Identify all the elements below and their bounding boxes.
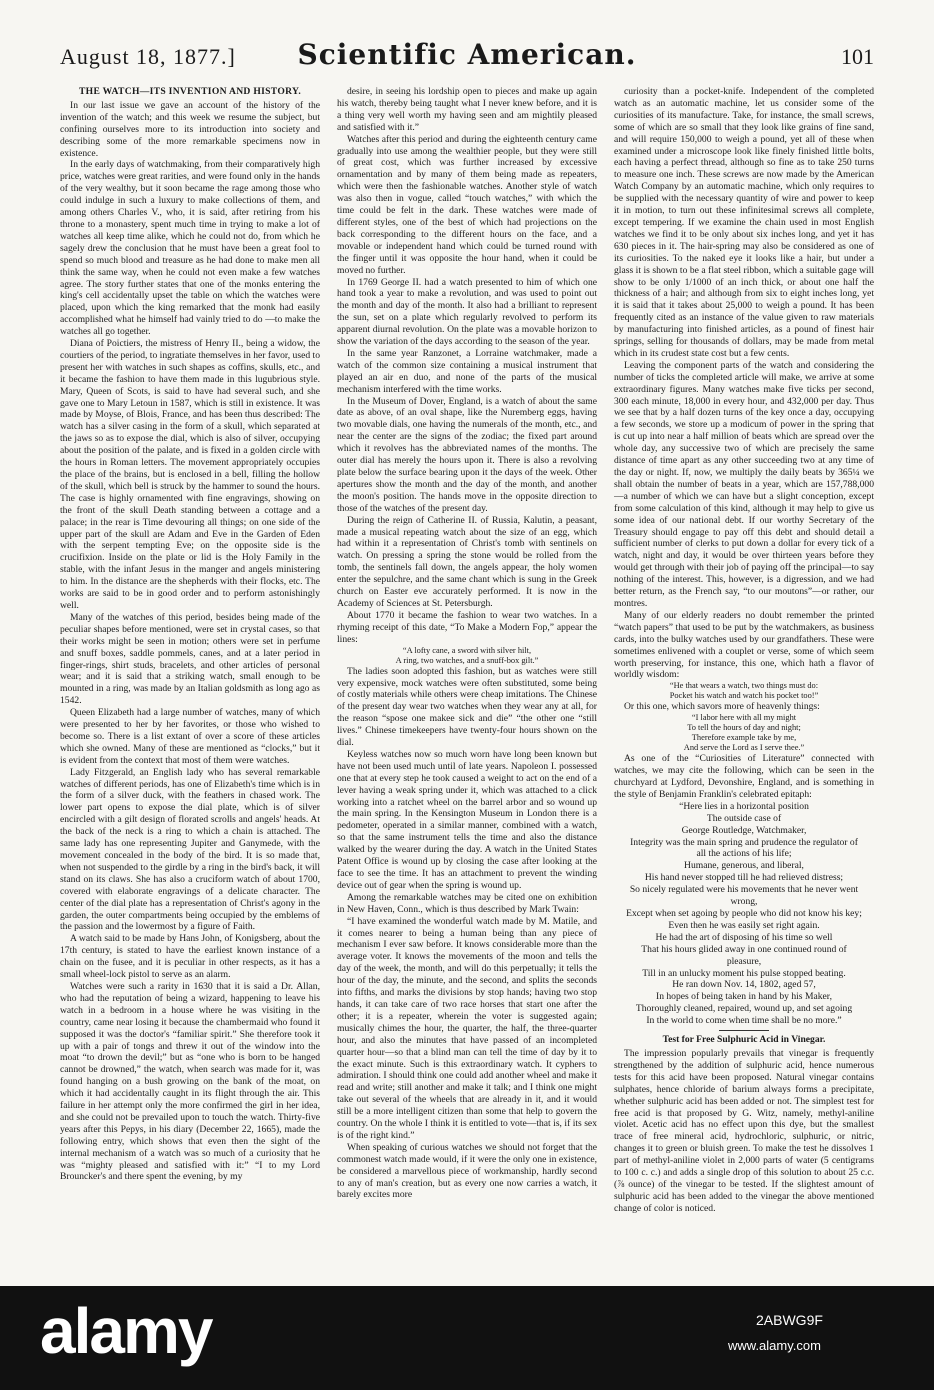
watermark-banner [0, 1286, 934, 1390]
epitaph-line: wrong, [730, 896, 758, 908]
page-header [60, 38, 874, 78]
paragraph: curiosity than a pocket-knife. Independent of the completed watch as an automatic machine, let us consider some of the curiosities of its manufacture. Take, for instance, the small screws, some of which are so small that they look like grains of fine sand, and will require 150,000 to weigh a pound, yet all of these when examined under a microscope look like finely finished little bolts, each having a perfect thread, although so fine as to take 250 turns to measure one inch. These screws are now made by the American Watch Company by an automatic machine, which only requires to be supplied with the necessary quantity of wire and power to keep it in motion, to turn out these infinitesimal screws all complete, except tempering. If we examine the chain used in most English watches we find it to be only about six inches long, and yet it has 630 pieces in it. The hair-spring may also be considered as one of its curiosities. To the naked eye it looks like a hair, but under a glass it is shown to be a flat steel ribbon, which a suitable gage will show to be only 1/1000 of an inch thick, or about one half the thickness of a hair; and although from six to eight inches long, yet it is said that it takes about 25,000 to weigh a pound. It has been frequently cited as an instance of the value given to raw materials by manufacturing into finished articles, as a pound of finest hair springs, selling for thousands of dollars, may be made from metal which in its crudest state cost but a few cents. [614, 86, 874, 359]
epitaph-line: Till in an unlucky moment his pulse stopped beating. [642, 967, 846, 979]
paragraph: Keyless watches now so much worn have long been known but have not been used much until of late years. Napoleon I. possessed one that at every step he took caused a weight to act on the end of a lever having a weak spring under it, which was attached to a click working into a ratchet wheel on the barrel arbor and so wound up the main spring. In the Kensington Museum in London there is a pedometer, operated in a similar manner, combined with a watch, so that the same instrument tells the time and also the distance walked by the wearer during the day. A watch in the United States Patent Office is wound up by closing the case after looking at the face to see the time. It has an attachment to prevent the winding device out of gear when the spring is wound up. [337, 748, 597, 891]
column-1 [60, 86, 320, 1278]
paragraph: In our last issue we gave an account of the history of the invention of the watch; and this week we resume the subject, but confining ourselves more to its introduction into society and describing some of the more remarkable specimens now in existence. [60, 99, 320, 159]
article-heading: Test for Free Sulphuric Acid in Vinegar. [662, 1034, 826, 1046]
paragraph: In the Museum of Dover, England, is a watch of about the same date as above, of an oval shape, like the Nuremberg eggs, having two movable dials, one having the numerals of the month, etc., and near the center are the signs of the zodiac; the fixed part around which it revolves has the abbreviated names of the months. The outer dial has merely the hours upon it. There is also a revolving plate below the surface bearing upon it the days of the week. Other apertures show the month and the day of the month, and another the moon's position. The hands move in the opposite direction to those of the watches of the present day. [337, 395, 597, 514]
paragraph: The impression popularly prevails that vinegar is frequently strengthened by the addition of sulphuric acid, hence numerous tests for this acid have been proposed. Natural vinegar contains sulphates, hence chloride of barium always forms a precipitate, whether sulphuric acid has been added or not. The simplest test for free acid is that proposed by G. Witz, namely, methyl-aniline violet. Acetic acid has no effect upon this dye, but the smallest trace of free mineral acid, hydrochloric, sulphuric, or nitric, changes it to green or bluish green. To make the test he dissolves 1 part of methyl-aniline violet in 2,000 parts of water (5 centigrams to 100 c. c.) and adds a single drop of this solution to about 25 c.c. (⅞ ounce) of the vinegar to be tested. If the slightest amount of sulphuric acid has been added to the vinegar the above mentioned change of color is noticed. [614, 1047, 874, 1214]
column-3 [614, 86, 874, 1278]
epitaph-line: Thoroughly cleaned, repaired, wound up, and set agoing [635, 1003, 853, 1015]
alamy-logo: alamy [40, 1295, 212, 1367]
paragraph: Watches were such a rarity in 1630 that it is said a Dr. Allan, who had the reputation of being a wizard, happening to leave his watch in a bedroom in a house where he was visiting in the country, came near losing it because the chambermaid who found it supposed it was the doctor's “familiar spirit.” She therefore took it up with a pair of tongs and threw it out of the window into the moat “to drown the devil;” but as “one who is born to be hanged cannot be drowned,” the watch, when search was made for it, was found hanging on a bush growing on the bank of the moat, on which it had accidentally caught in its flight through the air. This failure in her attempt only the more confirmed the girl in her idea, and she could not be prevailed upon to touch the watch. Thirty-five years after this Pepys, in his diary (December 22, 1665), made the following entry, which shows that even then the sight of the internal mechanism of a watch was so much of a curiosity that he was “mighty pleased and satisfied with it:” “I to my Lord Brouncker's and there spent the evening, by my [60, 980, 320, 1183]
section-divider [719, 1030, 769, 1031]
verse-line: “He that wears a watch, two things must do: [669, 681, 819, 691]
paragraph: Many of the watches of this period, besides being made of the peculiar shapes before mentioned, were set in crystal cases, so that their works might be seen in motion; others were set in perfume and snuff boxes, saddle pommels, canes, and at a later period in finger-rings, shirt studs, bracelets, and other articles of personal wear; and it is said that a striking watch, small enough to be mounted in a ring, was made by an Italian goldsmith as long ago as 1542. [60, 611, 320, 707]
verse-line: To tell the hours of day and night; [687, 723, 801, 733]
epitaph-line: In hopes of being taken in hand by his Maker, [656, 991, 832, 1003]
epitaph-line: Except when set agoing by people who did not know his key; [626, 908, 862, 919]
epitaph-line: all the actions of his life; [696, 848, 792, 860]
paragraph: Lady Fitzgerald, an English lady who has several remarkable watches of different periods, has one of Elizabeth's time which is in the form of a silver duck, with the feathers in chased work. The lower part opens to expose the dial plate, which is of silver encircled with a gilt design of florated scrolls and angels' heads. At the back of the neck is a ring to which a chain is attached. The same lady has one representing Jupiter and Ganymede, with the movement concealed in the body of the bird. It is so made that, when not suspended to the girdle by a ring in the bird's back, it will stand on its claws. She has also a cruciform watch of about 1700, covered with elaborate engravings of a delicate character. The center of the dial plate has a representation of Christ's agony in the garden, the outer compartments being occupied by the emblems of the passion and the lowermost by a figure of Faith. [60, 766, 320, 933]
paragraph: In the early days of watchmaking, from their comparatively high price, watches were great rarities, and were found only in the hands of the very wealthy, but it soon became the rage among those who could indulge in such a luxury to make collections of them, and among others Charles V., who, it is said, after retiring from his throne to a monastery, spent much time in trying to make a lot of watches all keep time alike, which he could not do, from which he sagely drew the conclusion that he must have been a great fool to spend so much blood and treasure as he had done to make men all think the same way, when he could not even make a few watches agree. The story further states that one of the monks entering the king's cell accidentally upset the table on which the watches were placed, upon which the king remarked that the monk had easily accomplished what he himself had vainly tried to do —to make the watches all go together. [60, 159, 320, 338]
verse-line: Therefore example take by me, [691, 733, 797, 743]
epitaph-line: He had the art of disposing of his time so well [655, 931, 833, 943]
verse-line: “A lofty cane, a sword with silver hilt, [402, 645, 532, 655]
paragraph: “I have examined the wonderful watch made by M. Matile, and it comes nearer to being a human being than any piece of mechanism I ever saw before. It knows considerable more than the average voter. It knows the movements of the moon and tells the day of the week, the month, and will do this perpetually; it tells the hour of the day, the minute, and the second, and splits the seconds into fifths, and marks the divisions by stop hands; having two stop hands, it can take care of two race horses that start one after the other; it is a repeater, wherein the voter is suggested again; musically chimes the hour, the quarter, the half, the three-quarter hour, and also the minutes that have passed of an incompleted quarter hour—so that a blind man can tell the time of day by it to the exact minute. Such is this extraordinary watch. It cyphers to admiration. I should think one could add another wheel and make it read and write; still another and make it talk; and I think one might take out several of the wheels that are already in it, and it would still be a more intelligent citizen than some that help to govern the country. On the whole I think it is entitled to vote—that is, if its sex is of the right kind.” [337, 915, 597, 1141]
epitaph-line: pleasure, [726, 955, 762, 967]
epitaph-line: His hand never stopped till he had relieved distress; [644, 872, 844, 884]
paragraph: Among the remarkable watches may be cited one on exhibition in New Haven, Conn., which is thus described by Mark Twain: [337, 891, 597, 915]
epitaph-line: That his hours glided away in one continued round of [641, 943, 847, 955]
epitaph-line: “Here lies in a horizontal position [679, 800, 809, 812]
epitaph-line: In the world to come when time shall be no more.” [646, 1015, 842, 1027]
epitaph-line: So nicely regulated were his movements that he never went [629, 884, 859, 896]
epitaph-line: George Routledge, Watchmaker, [681, 824, 807, 836]
paragraph: Leaving the component parts of the watch and considering the number of ticks the completed article will make, we arrive at some extraordinary figures. Many watches make five ticks per second, 300 each minute, 18,000 in every hour, and 432,000 per day. Thus we see that by a half dozen turns of the key once a day, occupying a few seconds, we store up a modicum of power in the spring that is cut up into near a half million of beats which are spread over the whole day, any successive two of which are precisely the same distance of time apart as any other succeeding two at any time of the day or night. If, now, we multiply the daily beats by 365¼ we shall obtain the number of beats in a year, which are 157,788,000—a number of which we can have but a slight conception, except from some calculation of this kind, although it may help to give us some idea of our national debt. If our worthy Secretary of the Treasury should engage to pay off this debt and should detail a sufficient number of clerks to put down a dollar for every tick of a watch, night and day, it would be over thirteen years before they would get through with their job of paying off the principal—to say nothing of the interest. This, however, is a digression, and we had better return, as the French say, “to our moutons”—or rather, our montres. [614, 359, 874, 609]
article-heading: THE WATCH—ITS INVENTION AND HISTORY. [78, 86, 302, 97]
paragraph: When speaking of curious watches we should not forget that the commonest watch made would, if it were the only one in existence, be considered a marvellous piece of workmanship, hardly second to any of man's creation, but as every one now carries a watch, it barely excites more [337, 1141, 597, 1201]
paragraph: In 1769 George II. had a watch presented to him of which one hand took a year to make a revolution, and was used to point out the month and day of the month. It also had a brilliant to represent the sun, set on a plate which regularly revolved to perform its apparent diurnal revolution. On the plate was a movable horizon to show the variation of the days according to the season of the year. [337, 276, 597, 348]
paragraph: desire, in seeing his lordship open to pieces and make up again his watch, thereby being taught what I never knew before, and it is a thing very well worth my having seen and am mightily pleased and satisfied with it.” [337, 86, 597, 133]
epitaph-line: Even then he was easily set right again. [668, 919, 820, 931]
page-number: 101 [841, 44, 874, 69]
paragraph: As one of the “Curiosities of Literature” connected with watches, we may cite the following, which can be seen in the churchyard at Lydford, Devonshire, England, and is something in the style of Benjamin Franklin's celebrated epitaph: [614, 753, 874, 800]
column-2 [337, 86, 597, 1278]
paragraph: The ladies soon adopted this fashion, but as watches were still very expensive, mock watches were often substituted, some being of costly materials while others were cheap imitations. The Chinese of the present day wear two watches when they wear any at all, for the reason “spose one makee sick and die” “the other one “still lives.” Chinese timekeepers have twenty-four hours shown on the dial. [337, 665, 597, 749]
paragraph: Diana of Poictiers, the mistress of Henry II., being a widow, the courtiers of the period, to ingratiate themselves in her favor, used to present her with watches in such shapes as coffins, skulls, etc., and it became the fashion to have them made in this lugubrious style. Mary, Queen of Scots, is said to have had several such, and she gave one to Mary Letoun in 1587, which is still in existence. It was made by Moyse, of Blois, France, and has been thus described: The watch has a silver casing in the form of a skull, which separated at the jaws so as to expose the dial, which is also of silver, occupying about the position of the palate, and is fixed in a golden circle with the hours in Roman letters. The movement appropriately occupies the place of the brains, but is enclosed in a bell, filling the hollow of the skull, which bell is struck by the hammer to sound the hours. The case is highly ornamented with fine engravings, showing on the front of the skull Death standing between a cottage and a palace; in the rear is Time devouring all things; on one side of the upper part of the skull are Adam and Eve in the Garden of Eden with the serpent tempting Eve; on the opposite side is the crucifixion. Inside on the plate or lid is the Holy Family in the stable, with the infant Jesus in the manger and angels ministering to him. In the distance are the shepherds with their flocks, etc. The works are said to be in good order and to perform astonishingly well. [60, 338, 320, 611]
site-url: www.alamy.com [728, 1338, 821, 1353]
issue-date: August 18, 1877.] [60, 44, 236, 69]
paragraph: Or this one, which savors more of heavenly things: [624, 701, 820, 713]
paragraph: Many of our elderly readers no doubt remember the printed “watch papers” that used to be put by the watchmakers, as business cards, into the bulky watches used by our grandfathers. These were sometimes enlivened with a couplet or verse, some of which seem worth preserving, for instance, this one, which hath a flavor of worldly wisdom: [614, 609, 874, 681]
epitaph-line: Humane, generous, and liberal, [684, 860, 804, 872]
paragraph: About 1770 it became the fashion to wear two watches. In a rhyming receipt of this date, “To Make a Modern Fop,” appear the lines: [337, 609, 597, 645]
verse-line: Pocket his watch and watch his pocket too!” [669, 691, 819, 701]
verse-line: “I labor here with all my might [691, 713, 797, 723]
paragraph: A watch said to be made by Hans John, of Konigsberg, about the 17th century, is stated to have the earliest known instance of a chain on the fusee, and it is peculiar in other respects, as it has a small wheel-lock pistol to serve as an alarm. [60, 933, 320, 981]
image-id: 2ABWG9F [756, 1312, 823, 1328]
verse-line: And serve the Lord as I serve thee.” [683, 743, 805, 753]
verse-line: A ring, two watches, and a snuff-box gilt.” [395, 655, 539, 665]
epitaph-line: The outside case of [706, 812, 782, 824]
paragraph: During the reign of Catherine II. of Russia, Kalutin, a peasant, made a musical repeating watch about the size of an egg, which had within it a representation of Christ's tomb with sentinels on watch. On pressing a spring the stone would be rolled from the tomb, the sentinels fall down, the angels appear, the holy women enter the sepulchre, and the same chant which is sung in the Greek church on Easter eve accurately performed. It is now in the Academy of Sciences at St. Petersburgh. [337, 514, 597, 609]
epitaph-line: He ran down Nov. 14, 1802, aged 57, [672, 979, 816, 991]
masthead-title: Scientific American. [297, 38, 637, 71]
paragraph: Queen Elizabeth had a large number of watches, many of which were presented to her by her favorites, or those who wished to become so. There is a list extant of over a score of these articles which she owned. Many of these are mentioned as “clocks,” but it is evident from the context that most of them were watches. [60, 707, 320, 766]
paragraph: Watches after this period and during the eighteenth century came gradually into use among the wealthier people, but they were still of great cost, which was further increased by excessive ornamentation and by many of them being made as repeaters, which were then the fashionable watches. Another style of watch was also then in vogue, called “touch watches,” with which the time could be felt in the dark. These watches were made of different styles, one of the best of which had projections on the back corresponding to the different hours on the face, and a movable or independent hand which could be turned round with the finger until it was opposite the hour hand, when it could be moved no further. [337, 133, 597, 276]
article-columns [60, 86, 874, 1278]
paragraph: In the same year Ranzonet, a Lorraine watchmaker, made a watch of the common size containing a musical instrument that played an air en duo, and none of the parts of the musical mechanism interfered with the time works. [337, 347, 597, 395]
epitaph-line: Integrity was the main spring and prudence the regulator of [630, 836, 858, 848]
